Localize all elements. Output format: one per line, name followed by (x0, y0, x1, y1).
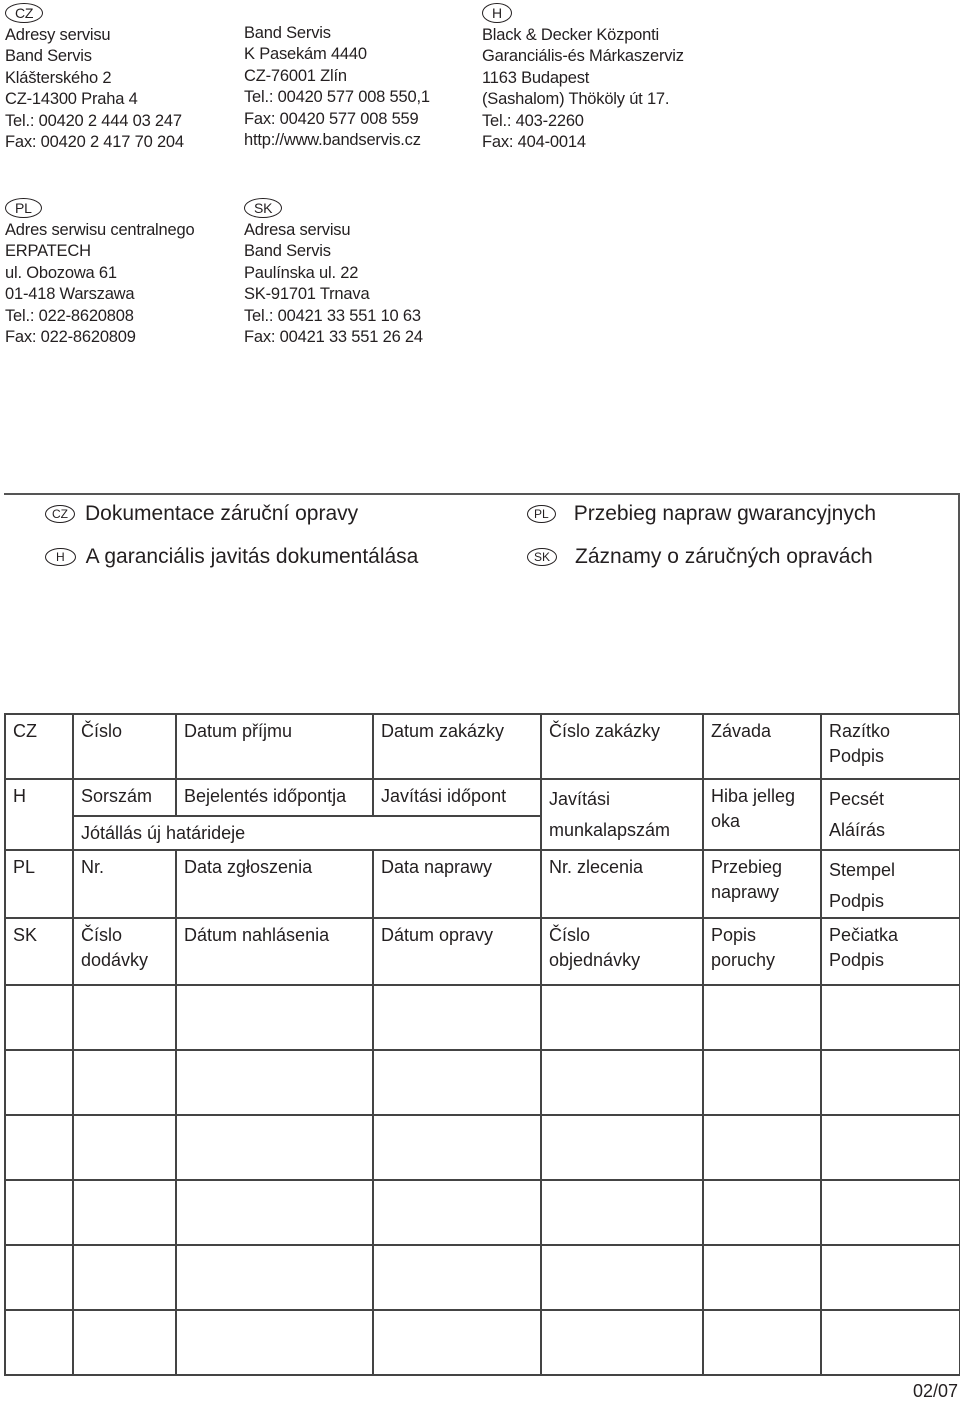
empty-table-row (5, 985, 960, 1050)
empty-cell[interactable] (73, 1050, 176, 1115)
cell-line: dodávky (81, 950, 149, 970)
cell: H (5, 779, 73, 850)
cell-line: poruchy (711, 950, 776, 970)
address-sk (244, 198, 423, 348)
empty-cell[interactable] (176, 1310, 373, 1375)
cell-line: Podpis (829, 891, 885, 911)
empty-cell[interactable] (176, 985, 373, 1050)
empty-table-row (5, 1310, 960, 1375)
title-text: Przebieg napraw gwarancyjnych (573, 502, 877, 525)
empty-cell[interactable] (73, 1115, 176, 1180)
table-row-cz (5, 714, 960, 779)
cell-line: Aláírás (829, 820, 886, 840)
address-line: Tel.: 00420 577 008 550,1 (244, 88, 430, 107)
empty-cell[interactable] (541, 1310, 703, 1375)
address-line: Tel.: 403-2260 (482, 111, 584, 130)
address-line: Band Servis (5, 47, 92, 66)
empty-table-row (5, 1050, 960, 1115)
empty-cell[interactable] (373, 1245, 541, 1310)
warranty-repair-table (4, 713, 960, 1376)
empty-cell[interactable] (5, 985, 73, 1050)
address-line: 1163 Budapest (482, 68, 590, 87)
cell: Závada (703, 714, 821, 779)
cell-line: Przebieg (711, 857, 783, 877)
cell-line: munkalapszám (549, 820, 671, 840)
cell: Datum zakázky (373, 714, 541, 779)
empty-table-row (5, 1180, 960, 1245)
table-row-pl (5, 850, 960, 918)
cell: Javítási időpont (373, 779, 541, 816)
address-line: Fax: 00420 2 417 70 204 (5, 133, 184, 152)
cell: Jótállás új határideje (73, 816, 541, 850)
empty-cell[interactable] (373, 1310, 541, 1375)
empty-cell[interactable] (541, 985, 703, 1050)
address-line: Klášterského 2 (5, 68, 112, 87)
empty-cell[interactable] (73, 985, 176, 1050)
address-cz-2 (244, 23, 430, 151)
empty-cell[interactable] (176, 1245, 373, 1310)
cell (541, 779, 703, 850)
cell-line: Číslo (81, 925, 123, 945)
address-line: Adres serwisu centralnego (5, 221, 195, 239)
cell (73, 918, 176, 985)
table-row-sk (5, 918, 960, 985)
empty-cell[interactable] (373, 985, 541, 1050)
cell (703, 850, 821, 918)
cell-line: Pecsét (829, 789, 885, 809)
title-box (4, 493, 960, 715)
cell-line: Číslo (549, 925, 591, 945)
title-cz (45, 502, 358, 526)
title-sk (527, 545, 873, 569)
cell: SK (5, 918, 73, 985)
address-line: (Sashalom) Thököly út 17. (482, 90, 670, 109)
empty-cell[interactable] (703, 1245, 821, 1310)
title-h (45, 545, 418, 569)
address-pl (5, 198, 194, 348)
empty-table-row (5, 1115, 960, 1180)
empty-cell[interactable] (821, 1050, 960, 1115)
title-text: Dokumentace záruční opravy (85, 502, 359, 525)
title-text: Záznamy o záručných opravách (575, 545, 873, 568)
empty-cell[interactable] (703, 1050, 821, 1115)
cell: Datum příjmu (176, 714, 373, 779)
address-line: Tel.: 00420 2 444 03 247 (5, 111, 182, 130)
address-h (482, 3, 684, 153)
cell-line: Pečiatka (829, 925, 899, 945)
empty-cell[interactable] (373, 1180, 541, 1245)
address-line: CZ-76001 Zlín (244, 66, 347, 85)
empty-cell[interactable] (373, 1050, 541, 1115)
title-text: A garanciális javitás dokumentálása (85, 545, 419, 568)
empty-cell[interactable] (5, 1310, 73, 1375)
cell-line: oka (711, 811, 741, 831)
country-badge: H (45, 548, 76, 566)
empty-cell[interactable] (821, 1115, 960, 1180)
country-badge: CZ (45, 505, 75, 523)
address-line: Fax: 404-0014 (482, 133, 586, 152)
address-line: http://www.bandservis.cz (244, 131, 421, 150)
cell-line: Podpis (829, 950, 885, 970)
empty-cell[interactable] (821, 1180, 960, 1245)
empty-cell[interactable] (703, 1180, 821, 1245)
cell-line: Popis (711, 925, 757, 945)
cell: Bejelentés időpontja (176, 779, 373, 816)
empty-rows (5, 985, 960, 1375)
empty-table-row (5, 1245, 960, 1310)
cell-line: naprawy (711, 882, 780, 902)
empty-cell[interactable] (73, 1310, 176, 1375)
cell: CZ (5, 714, 73, 779)
cell: Dátum opravy (373, 918, 541, 985)
country-badge: H (482, 3, 512, 23)
empty-cell[interactable] (821, 985, 960, 1050)
empty-cell[interactable] (5, 1050, 73, 1115)
address-line: Tel.: 00421 33 551 10 63 (244, 306, 421, 325)
empty-cell[interactable] (703, 985, 821, 1050)
cell: Nr. zlecenia (541, 850, 703, 918)
cell: Sorszám (73, 779, 176, 816)
cell: Nr. (73, 850, 176, 918)
title-pl (527, 502, 876, 526)
cell (541, 918, 703, 985)
address-line: 01-418 Warszawa (5, 285, 135, 304)
cell: Data zgłoszenia (176, 850, 373, 918)
cell: Dátum nahlásenia (176, 918, 373, 985)
country-badge: CZ (5, 3, 43, 23)
cell (821, 850, 960, 918)
table-row-h (5, 779, 960, 816)
empty-cell[interactable] (821, 1310, 960, 1375)
empty-cell[interactable] (5, 1180, 73, 1245)
empty-cell[interactable] (73, 1245, 176, 1310)
cell-line: Razítko (829, 721, 891, 741)
address-cz (5, 3, 184, 153)
empty-cell[interactable] (5, 1115, 73, 1180)
address-line: Paulínska ul. 22 (244, 263, 359, 282)
cell: Data naprawy (373, 850, 541, 918)
country-badge: PL (527, 505, 556, 523)
cell (703, 779, 821, 850)
empty-cell[interactable] (176, 1115, 373, 1180)
cell: Číslo zakázky (541, 714, 703, 779)
cell (821, 918, 960, 985)
cell (703, 918, 821, 985)
address-line: Garanciális-és Márkaszerviz (482, 47, 684, 66)
address-line: CZ-14300 Praha 4 (5, 90, 138, 109)
cell-line: Stempel (829, 860, 896, 880)
address-line: K Pasekám 4440 (244, 45, 367, 64)
address-line: ERPATECH (5, 242, 91, 261)
address-line: Fax: 022-8620809 (5, 328, 136, 347)
empty-cell[interactable] (373, 1115, 541, 1180)
cell: Číslo (73, 714, 176, 779)
empty-cell[interactable] (541, 1115, 703, 1180)
empty-cell[interactable] (541, 1050, 703, 1115)
address-line: SK-91701 Trnava (244, 285, 370, 304)
cell (821, 714, 960, 779)
address-line: Band Servis (244, 24, 331, 42)
address-line: Tel.: 022-8620808 (5, 306, 134, 325)
empty-cell[interactable] (5, 1245, 73, 1310)
empty-cell[interactable] (176, 1180, 373, 1245)
empty-cell[interactable] (541, 1245, 703, 1310)
cell-line: Podpis (829, 746, 885, 766)
empty-cell[interactable] (73, 1180, 176, 1245)
address-line: Fax: 00420 577 008 559 (244, 109, 419, 128)
cell-line: Javítási (549, 789, 611, 809)
empty-cell[interactable] (176, 1050, 373, 1115)
empty-cell[interactable] (703, 1115, 821, 1180)
address-line: Adresy servisu (5, 26, 111, 44)
address-line: ul. Obozowa 61 (5, 263, 117, 282)
cell: PL (5, 850, 73, 918)
address-line: Fax: 00421 33 551 26 24 (244, 328, 423, 347)
country-badge: PL (5, 198, 42, 218)
country-badge: SK (244, 198, 282, 218)
cell-line: objednávky (549, 950, 641, 970)
address-line: Black & Decker Központi (482, 26, 659, 44)
empty-cell[interactable] (821, 1245, 960, 1310)
address-line: Adresa servisu (244, 221, 351, 239)
empty-cell[interactable] (703, 1310, 821, 1375)
country-badge: SK (527, 548, 557, 566)
cell-line: Hiba jelleg (711, 786, 796, 806)
cell (821, 779, 960, 850)
page-number: 02/07 (912, 1381, 958, 1401)
address-line: Band Servis (244, 242, 331, 261)
empty-cell[interactable] (541, 1180, 703, 1245)
